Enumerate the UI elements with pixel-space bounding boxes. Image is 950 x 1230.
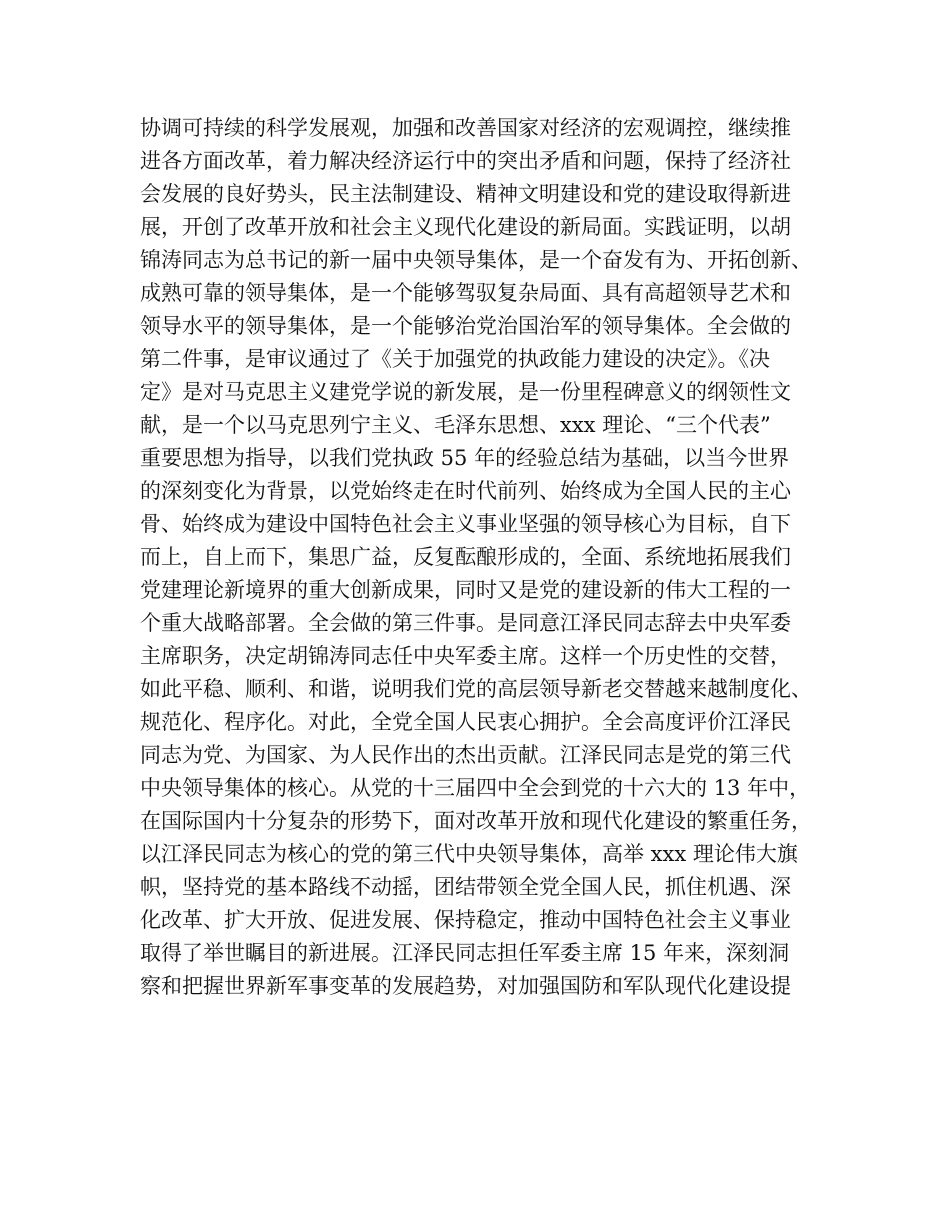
text-line: 在国际国内十分复杂的形势下，面对改革开放和现代化建设的繁重任务， [140,809,812,833]
text-line: 骨、始终成为建设中国特色社会主义事业坚强的领导核心为目标，自下 [140,512,791,536]
body-text [140,112,830,1003]
text-line: 中央领导集体的核心。从党的十三届四中全会到党的十六大的 13 年中， [140,776,811,800]
text-line: 党建理论新境界的重大创新成果，同时又是党的建设新的伟大工程的一 [140,578,791,602]
text-line: 重要思想为指导，以我们党执政 55 年的经验总结为基础，以当今世界 [140,446,790,470]
text-line: 的深刻变化为背景，以党始终走在时代前列、始终成为全国人民的主心 [140,479,791,503]
text-line: 锦涛同志为总书记的新一届中央领导集体，是一个奋发有为、开拓创新、 [140,248,812,272]
text-line: 察和把握世界新军事变革的发展趋势，对加强国防和军队现代化建设提 [140,974,791,998]
text-line: 领导水平的领导集体，是一个能够治党治国治军的领导集体。全会做的 [140,314,791,338]
text-line: 帜，坚持党的基本路线不动摇，团结带领全党全国人民，抓住机遇、深 [140,875,791,899]
text-line: 展，开创了改革开放和社会主义现代化建设的新局面。实践证明，以胡 [140,215,791,239]
text-line: 献，是一个以马克思列宁主义、毛泽东思想、xxx 理论、“三个代表” [140,413,771,437]
text-line: 主席职务，决定胡锦涛同志任中央军委主席。这样一个历史性的交替， [140,644,791,668]
text-line: 取得了举世瞩目的新进展。江泽民同志担任军委主席 15 年来，深刻洞 [140,941,790,965]
text-line: 而上，自上而下，集思广益，反复酝酿形成的，全面、系统地拓展我们 [140,545,791,569]
text-line: 会发展的良好势头，民主法制建设、精神文明建设和党的建设取得新进 [140,182,791,206]
text-line: 以江泽民同志为核心的党的第三代中央领导集体，高举 xxx 理论伟大旗 [140,842,798,866]
text-line: 定》是对马克思主义建党学说的新发展，是一份里程碑意义的纲领性文 [140,380,791,404]
text-line: 如此平稳、顺利、和谐，说明我们党的高层领导新老交替越来越制度化、 [140,677,812,701]
text-line: 化改革、扩大开放、促进发展、保持稳定，推动中国特色社会主义事业 [140,908,791,932]
text-line: 第二件事，是审议通过了《关于加强党的执政能力建设的决定》。《决 [140,347,770,371]
text-line: 进各方面改革，着力解决经济运行中的突出矛盾和问题，保持了经济社 [140,149,791,173]
text-line: 个重大战略部署。全会做的第三件事。是同意江泽民同志辞去中央军委 [140,611,791,635]
text-line: 规范化、程序化。对此，全党全国人民衷心拥护。全会高度评价江泽民 [140,710,791,734]
text-line: 协调可持续的科学发展观，加强和改善国家对经济的宏观调控，继续推 [140,116,791,140]
text-line: 同志为党、为国家、为人民作出的杰出贡献。江泽民同志是党的第三代 [140,743,791,767]
text-line: 成熟可靠的领导集体，是一个能够驾驭复杂局面、具有高超领导艺术和 [140,281,791,305]
